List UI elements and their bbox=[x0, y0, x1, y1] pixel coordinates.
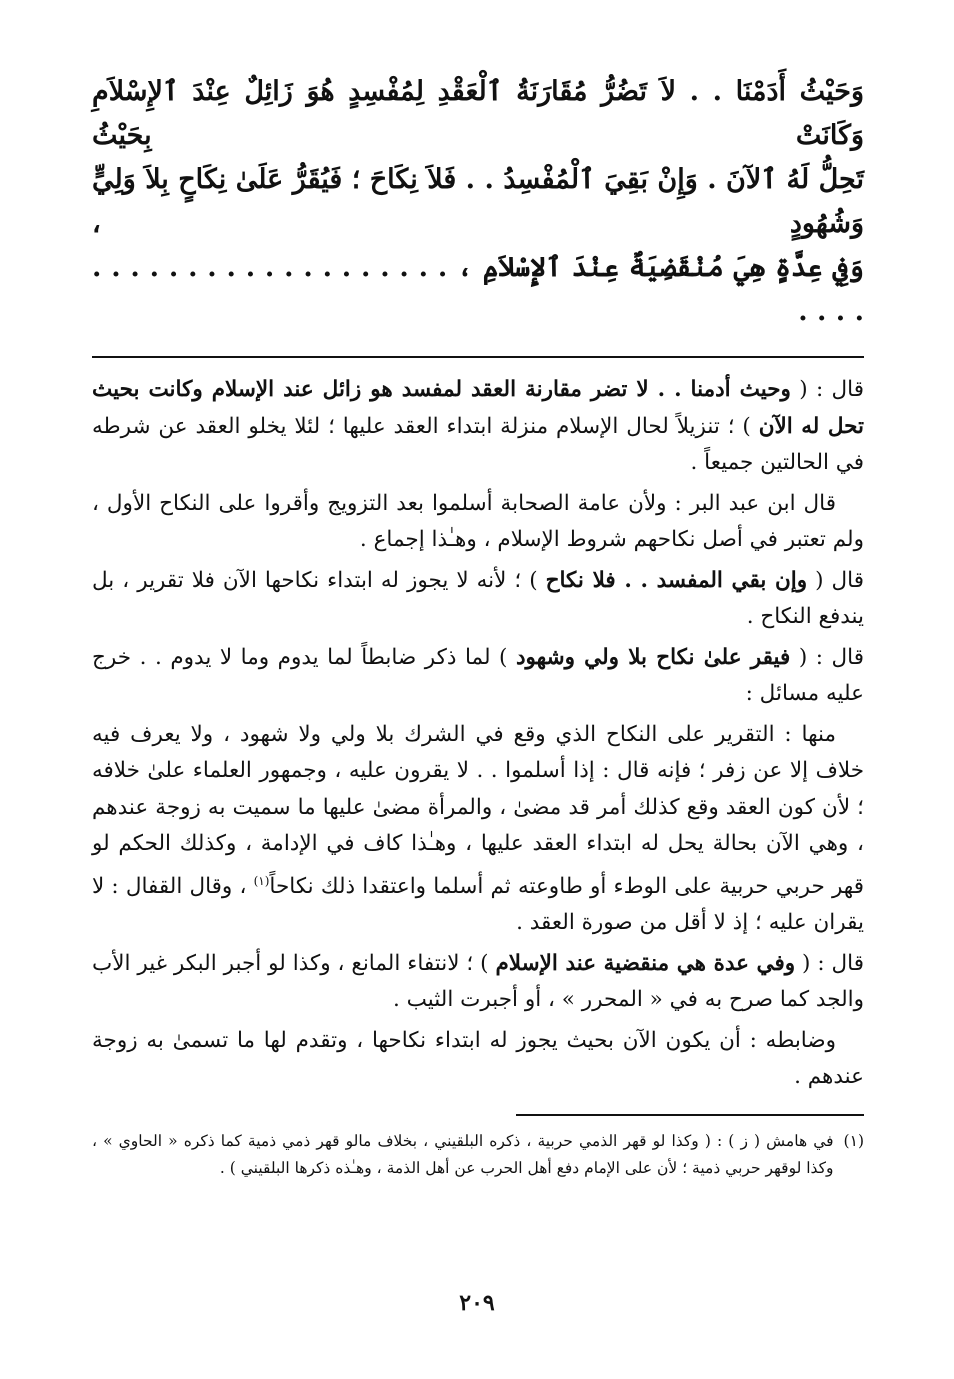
quoted-matn: وفي عدة هي منقضية عند الإسلام bbox=[495, 950, 796, 976]
paragraph bbox=[92, 372, 864, 482]
text: ) ؛ لأنه لا يجوز له ابتداء نكاحها الآن فلا تقرير ، بل يندفع النكاح . bbox=[92, 567, 864, 629]
text: ) ؛ لانتفاء المانع ، وكذا لو أجبر البكر غير الأب والجد كما صرح به في « المحرر » ، أو أجبرت الثيب . bbox=[92, 950, 864, 1013]
matn-line: وَحَيْثُ أَدَمْنَا . . لاَ تَضُرُّ مُقَارَنَةُ ٱلْعَقْدِ لِمُفْسِدٍ هُوَ زَائِلٌ عِنْدَ ٱلإِسْلاَمِ وَكَانَتْ بِحَيْثُ bbox=[92, 76, 864, 151]
footnote-ref: (١) bbox=[253, 873, 270, 888]
divider bbox=[92, 356, 864, 358]
quoted-matn: وحيث أدمنا . . لا تضر مقارنة العقد لمفسد هو زائل عند الإسلام وكانت بحيث تحل له الآن bbox=[92, 377, 864, 439]
matn-line: تَحِلُّ لَهُ ٱلآنَ . وَإِنْ بَقِيَ ٱلْمُفْسِدُ . . فَلاَ نِكَاحَ ؛ فَيُقَرُّ عَلَىٰ نِكَاحٍ بِلاَ وَلِيٍّ وَشُهُودٍ ، bbox=[92, 164, 864, 239]
footnote-number: (١) bbox=[843, 1131, 864, 1150]
paragraph: وضابطه : أن يكون الآن بحيث يجوز له ابتداء نكاحها ، وتقدم لها ما تسمىٰ به زوجة عندهم . bbox=[92, 1027, 864, 1090]
page-body bbox=[92, 70, 864, 1182]
paragraph bbox=[92, 946, 864, 1019]
text: ، وقال القفال : لا يقران عليه ؛ إذ لا أقل من صورة العقد . bbox=[92, 873, 864, 936]
paragraph bbox=[92, 563, 864, 636]
page-number: ٢٠٩ bbox=[459, 1290, 495, 1316]
paragraph bbox=[92, 640, 864, 713]
footnote-text: في هامش ( ز ) : ( وكذا لو قهر الذمي حربية ، ذكره البلقيني ، بخلاف مالو قهر ذمي ذمية كما ذكره « الحاوي » ، وكذا لوقهر حربي ذمية ؛ لأن على الإمام دفع أهل الحرب عن أهل الذمة ، وهـٰذه ذكرها البلقيني ) . bbox=[92, 1131, 834, 1177]
text: قال : ( bbox=[795, 950, 864, 976]
quoted-matn: فيقر علىٰ نكاح بلا ولي وشهود bbox=[515, 644, 791, 670]
matn-text bbox=[92, 70, 864, 334]
footnote-divider bbox=[516, 1114, 864, 1116]
text: قال : ( bbox=[790, 377, 864, 402]
text: قال ( bbox=[807, 567, 864, 593]
text: ) لما ذكر ضابطاً لما يدوم وما لا يدوم . . خرج عليه مسائل : bbox=[92, 644, 864, 706]
paragraph bbox=[92, 717, 864, 942]
quoted-matn: وإن بقي المفسد . . فلا نكاح bbox=[545, 567, 808, 593]
text: قال : ( bbox=[790, 644, 864, 670]
text: ) ؛ تنزيلاً لحال الإسلام منزلة ابتداء العقد عليها ؛ لئلا يخلو العقد عن شرطه في الحالتين جميعاً . bbox=[92, 413, 864, 475]
footnote bbox=[92, 1128, 864, 1182]
paragraph: قال ابن عبد البر : ولأن عامة الصحابة أسلموا بعد التزويج وأقروا على النكاح الأول ، ولم تعتبر في أصل نكاحهم شروط الإسلام ، وهـٰذا إجماع . bbox=[92, 490, 864, 552]
text: منها : التقرير على النكاح الذي وقع في الشرك بلا ولي ولا شهود ، ولا يعرف فيه خلاف إلا عن زفر ؛ فإنه قال : إذا أسلموا . . لا يقرون عليه ، وجمهور العلماء علىٰ خلافه ؛ لأن كون العقد وقع كذلك أمر قد مضىٰ ، والمرأة مضىٰ عليها ما سميت به زوجة عندهم ، وهي الآن بحالة يحل له ابتداء العقد عليها ، وهـٰذا كاف في الإدامة ، وكذلك الحكم لو قهر حربي حربية على الوطء أو طاوعته ثم أسلما واعتقدا ذلك نكاحاً bbox=[92, 721, 864, 899]
commentary bbox=[92, 372, 864, 1096]
matn-line: وَفِي عِدَّةٍ هِيَ مُنْقَضِيَةٌ عِنْدَ ٱلإِسْلاَمِ ، . . . . . . . . . . . . . . . . . . . . . . . bbox=[92, 252, 864, 327]
